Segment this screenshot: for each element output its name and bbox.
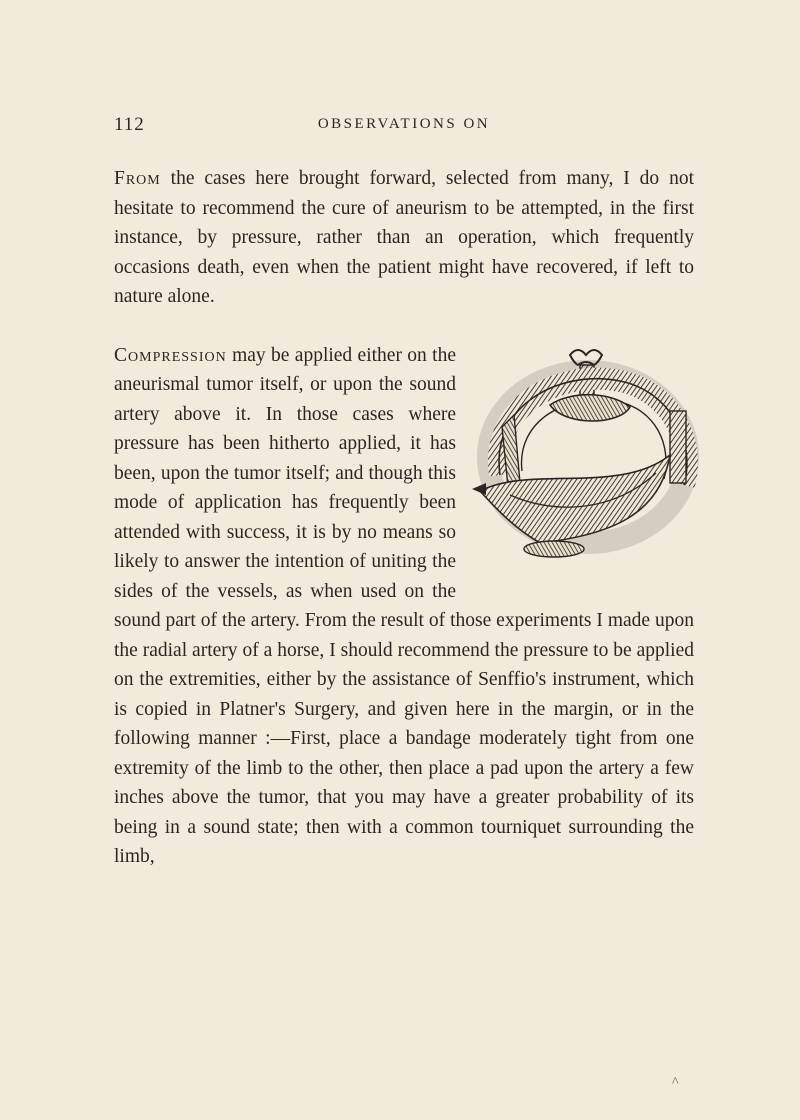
- senffio-instrument-icon: [470, 345, 702, 577]
- senffio-instrument-figure: [470, 345, 702, 577]
- printer-mark: ^: [672, 1075, 679, 1090]
- paragraph-2-text: may be applied either on the aneurismal tumor itself, or upon the sound artery above it. In those cases where pressure has been hitherto applied, it has been, upon the tumor itself; and though this mode of application has frequently been attended with success, it is by no means so likely to answer the intention of uniting the sides of the vessels, as when used on the sound part of the artery. From the result of those experiments I made upon the radial artery of a horse, I should recommend the pressure to be applied on the extremities, either by the assistance of Senffio's instrument, which is copied in Platner's Surgery, and given here in the margin, or in the following manner :—First, place a bandage moderately tight from one extremity of the limb to the other, then place a pad upon the artery a few inches above the tumor, that you may have a greater probability of its being in a sound state; then with a common tourniquet surrounding the limb,: [114, 344, 694, 867]
- running-title: OBSERVATIONS ON: [317, 116, 491, 132]
- paragraph-1-lead: From: [114, 168, 161, 189]
- page-number: 112: [114, 114, 145, 135]
- paragraph-1: [114, 164, 694, 312]
- body-text: [114, 164, 694, 872]
- page-header: [114, 114, 694, 144]
- paragraph-2-lead: Compression: [114, 344, 227, 366]
- paragraph-2: [114, 341, 694, 872]
- paragraph-1-text: the cases here brought forward, selected from many, I do not hesitate to recommend the cure of aneurism to be attempted, in the first instance, by pressure, rather than an operation, which frequently occasions death, even when the patient might have recovered, if left to nature alone.: [114, 168, 694, 307]
